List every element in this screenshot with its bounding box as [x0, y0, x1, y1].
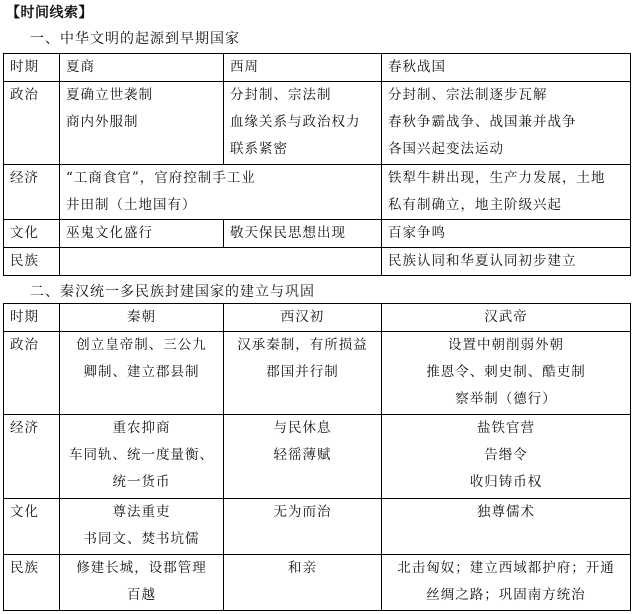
- section2-title: 二、秦汉统一多民族封建国家的建立与巩固: [30, 284, 315, 300]
- cell-text: 和亲: [224, 555, 382, 611]
- row-label: 政治: [4, 332, 60, 415]
- cell-text: 设置中朝削弱外朝 推恩令、刺史制、酷吏制 察举制（德行）: [382, 332, 631, 415]
- cell-text: 铁犁牛耕出现，生产力发展，土地 私有制确立，地主阶级兴起: [382, 165, 631, 220]
- cell-text: 百家争鸣: [382, 220, 631, 248]
- cell-text: 分封制、宗法制 血缘关系与政治权力 联系紧密: [224, 82, 382, 165]
- section1-title: 一、中华文明的起源到早期国家: [30, 31, 240, 47]
- table-qin-han: [3, 303, 631, 611]
- table-header-row: [4, 54, 631, 82]
- cell-text: 民族认同和华夏认同初步建立: [382, 248, 631, 276]
- row-label: 文化: [4, 220, 60, 248]
- cell-text: 盐铁官营 告缗令 收归铸币权: [382, 415, 631, 499]
- cell-text: 创立皇帝制、三公九 卿制、建立郡县制: [60, 332, 224, 415]
- empty-cell: [60, 248, 382, 276]
- table-row: [4, 415, 631, 499]
- cell-text: 分封制、宗法制逐步瓦解 春秋争霸战争、战国兼并战争 各国兴起变法运动: [382, 82, 631, 165]
- header-cell: 时期: [4, 304, 60, 332]
- row-label: 文化: [4, 499, 60, 555]
- table-row: [4, 82, 631, 165]
- cell-text: 与民休息 轻徭薄赋: [224, 415, 382, 499]
- table-row: [4, 555, 631, 611]
- cell-text: 北击匈奴；建立西域都护府；开通 丝绸之路；巩固南方统治: [382, 555, 631, 611]
- cell-text: 敬天保民思想出现: [224, 220, 382, 248]
- header-cell: 春秋战国: [382, 54, 631, 82]
- table-row: [4, 220, 631, 248]
- page-heading: 【时间线索】: [6, 5, 93, 21]
- header-cell: 西周: [224, 54, 382, 82]
- cell-text: “工商食官”，官府控制手工业 井田制（土地国有）: [60, 165, 382, 220]
- header-cell: 时期: [4, 54, 60, 82]
- row-label: 经济: [4, 415, 60, 499]
- table-early-china: [3, 53, 631, 276]
- cell-text: 巫鬼文化盛行: [60, 220, 224, 248]
- table-row: [4, 332, 631, 415]
- header-cell: 夏商: [60, 54, 224, 82]
- table-row: [4, 248, 631, 276]
- cell-text: 汉承秦制，有所损益 郡国并行制: [224, 332, 382, 415]
- table-header-row: [4, 304, 631, 332]
- row-label: 政治: [4, 82, 60, 165]
- row-label: 民族: [4, 555, 60, 611]
- row-label: 民族: [4, 248, 60, 276]
- cell-text: 尊法重吏 书同文、焚书坑儒: [60, 499, 224, 555]
- cell-text: 无为而治: [224, 499, 382, 555]
- header-cell: 秦朝: [60, 304, 224, 332]
- cell-text: 夏确立世袭制 商内外服制: [60, 82, 224, 165]
- cell-text: 独尊儒术: [382, 499, 631, 555]
- header-cell: 西汉初: [224, 304, 382, 332]
- cell-text: 修建长城，设郡管理 百越: [60, 555, 224, 611]
- row-label: 经济: [4, 165, 60, 220]
- header-cell: 汉武帝: [382, 304, 631, 332]
- cell-text: 重农抑商 车同轨、统一度量衡、 统一货币: [60, 415, 224, 499]
- table-row: [4, 499, 631, 555]
- table-row: [4, 165, 631, 220]
